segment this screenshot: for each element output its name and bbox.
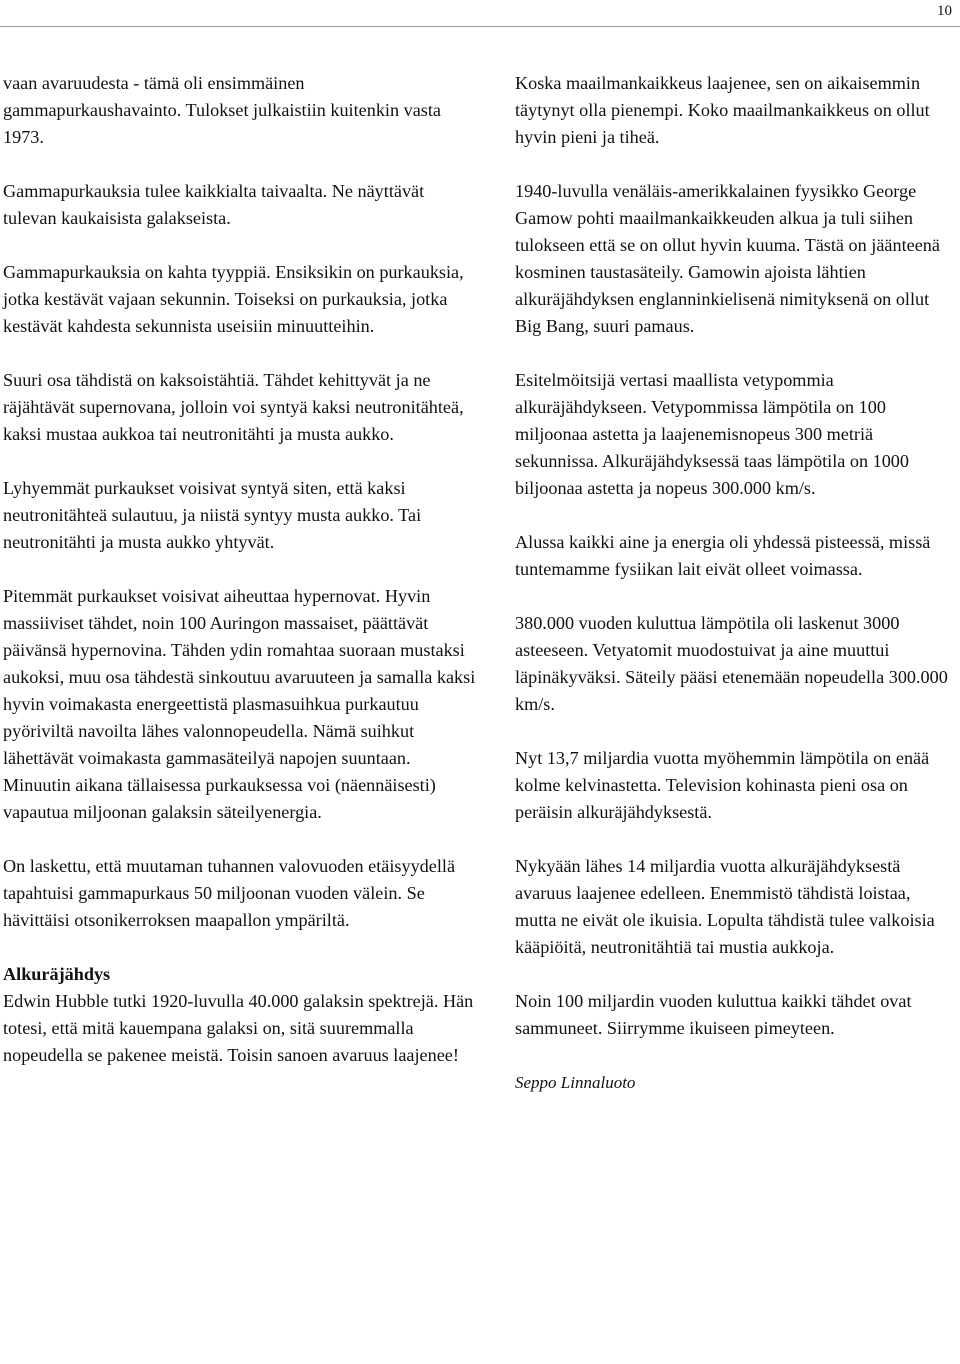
- paragraph: Noin 100 miljardin vuoden kuluttua kaikki tähdet ovat sammuneet. Siirrymme ikuiseen pimeyteen.: [515, 991, 912, 1038]
- paragraph: Esitelmöitsijä vertasi maallista vetypommia alkuräjähdykseen. Vetypommissa lämpötila on 100 miljoonaa astetta ja laajenemisnopeus 300 metriä sekunnissa. Alkuräjähdyksessä taas lämpötila on 1000 biljoonaa astetta ja nopeus 300.000 km/s.: [515, 370, 909, 498]
- section-text: Edwin Hubble tutki 1920-luvulla 40.000 galaksin spektrejä. Hän totesi, että mitä kauempana galaksi on, sitä suuremmalla nopeudella se pakenee meistä. Toisin sanoen avaruus laajenee!: [3, 991, 474, 1065]
- author-signature: Seppo Linnaluoto: [515, 1073, 636, 1092]
- right-column: [515, 70, 955, 1123]
- section-heading: Alkuräjähdys: [3, 964, 111, 984]
- left-column: [3, 70, 481, 1096]
- paragraph: Koska maailmankaikkeus laajenee, sen on aikaisemmin täytynyt olla pienempi. Koko maailmankaikkeus on ollut hyvin pieni ja tiheä.: [515, 73, 930, 147]
- paragraph: 1940-luvulla venäläis-amerikkalainen fyysikko George Gamow pohti maailmankaikkeuden alkua ja tuli siihen tulokseen että se on ollut hyvin kuuma. Tästä on jäänteenä kosminen taustasäteily. Gamowin ajoista lähtien alkuräjähdyksen englanninkielisenä nimityksenä on ollut Big Bang, suuri pamaus.: [515, 181, 940, 336]
- paragraph: Lyhyemmät purkaukset voisivat syntyä siten, että kaksi neutronitähteä sulautuu, ja niistä syntyy musta aukko. Tai neutronitähti ja musta aukko yhtyvät.: [3, 478, 422, 552]
- paragraph: Pitemmät purkaukset voisivat aiheuttaa hypernovat. Hyvin massiiviset tähdet, noin 100 Auringon massaiset, päättävät päivänsä hypernovina. Tähden ydin romahtaa suoraan mustaksi aukoksi, muu osa tähdestä sinkoutuu avaruuteen ja samalla kaksi hyvin voimakasta energeettistä plasmasuihkua purkautuu pyöriviltä navoilta lähes valonnopeudella. Nämä suihkut lähettävät voimakasta gammasäteilyä napojen suuntaan. Minuutin aikana tällaisessa purkauksessa voi (näennäisesti) vapautua miljoonan galaksin säteilyenergia.: [3, 586, 476, 822]
- paragraph: Nyt 13,7 miljardia vuotta myöhemmin lämpötila on enää kolme kelvinastetta. Television kohinasta pieni osa on peräisin alkuräjähdyksestä.: [515, 748, 930, 822]
- page-number: 10: [937, 3, 952, 19]
- paragraph: Nykyään lähes 14 miljardia vuotta alkuräjähdyksestä avaruus laajenee edelleen. Enemmistö tähdistä loistaa, mutta ne eivät ole ikuisia. Lopulta tähdistä tulee valkoisia kääpiöitä, neutronitähtiä tai mustia aukkoja.: [515, 856, 935, 957]
- paragraph: Gammapurkauksia tulee kaikkialta taivaalta. Ne näyttävät tulevan kaukaisista galakseista.: [3, 181, 425, 228]
- header-rule: [0, 26, 960, 27]
- section-alkurajahdys: [3, 961, 481, 1069]
- paragraph: Alussa kaikki aine ja energia oli yhdessä pisteessä, missä tuntemamme fysiikan lait eivät olleet voimassa.: [515, 532, 931, 579]
- paragraph: vaan avaruudesta - tämä oli ensimmäinen gammapurkaushavainto. Tulokset julkaistiin kuitenkin vasta 1973.: [3, 73, 441, 147]
- paragraph: 380.000 vuoden kuluttua lämpötila oli laskenut 3000 asteeseen. Vetyatomit muodostuivat ja aine muuttui läpinäkyväksi. Säteily pääsi etenemään nopeudella 300.000 km/s.: [515, 613, 948, 714]
- paragraph: Gammapurkauksia on kahta tyyppiä. Ensiksikin on purkauksia, jotka kestävät vajaan sekunnin. Toiseksi on purkauksia, jotka kestävät kahdesta sekunnista useisiin minuutteihin.: [3, 262, 464, 336]
- paragraph: On laskettu, että muutaman tuhannen valovuoden etäisyydellä tapahtuisi gammapurkaus 50 miljoonan vuoden välein. Se hävittäisi otsonikerroksen maapallon ympäriltä.: [3, 856, 456, 930]
- paragraph: Suuri osa tähdistä on kaksoistähtiä. Tähdet kehittyvät ja ne räjähtävät supernovana, jolloin voi syntyä kaksi neutronitähteä, kaksi mustaa aukkoa tai neutronitähti ja musta aukko.: [3, 370, 464, 444]
